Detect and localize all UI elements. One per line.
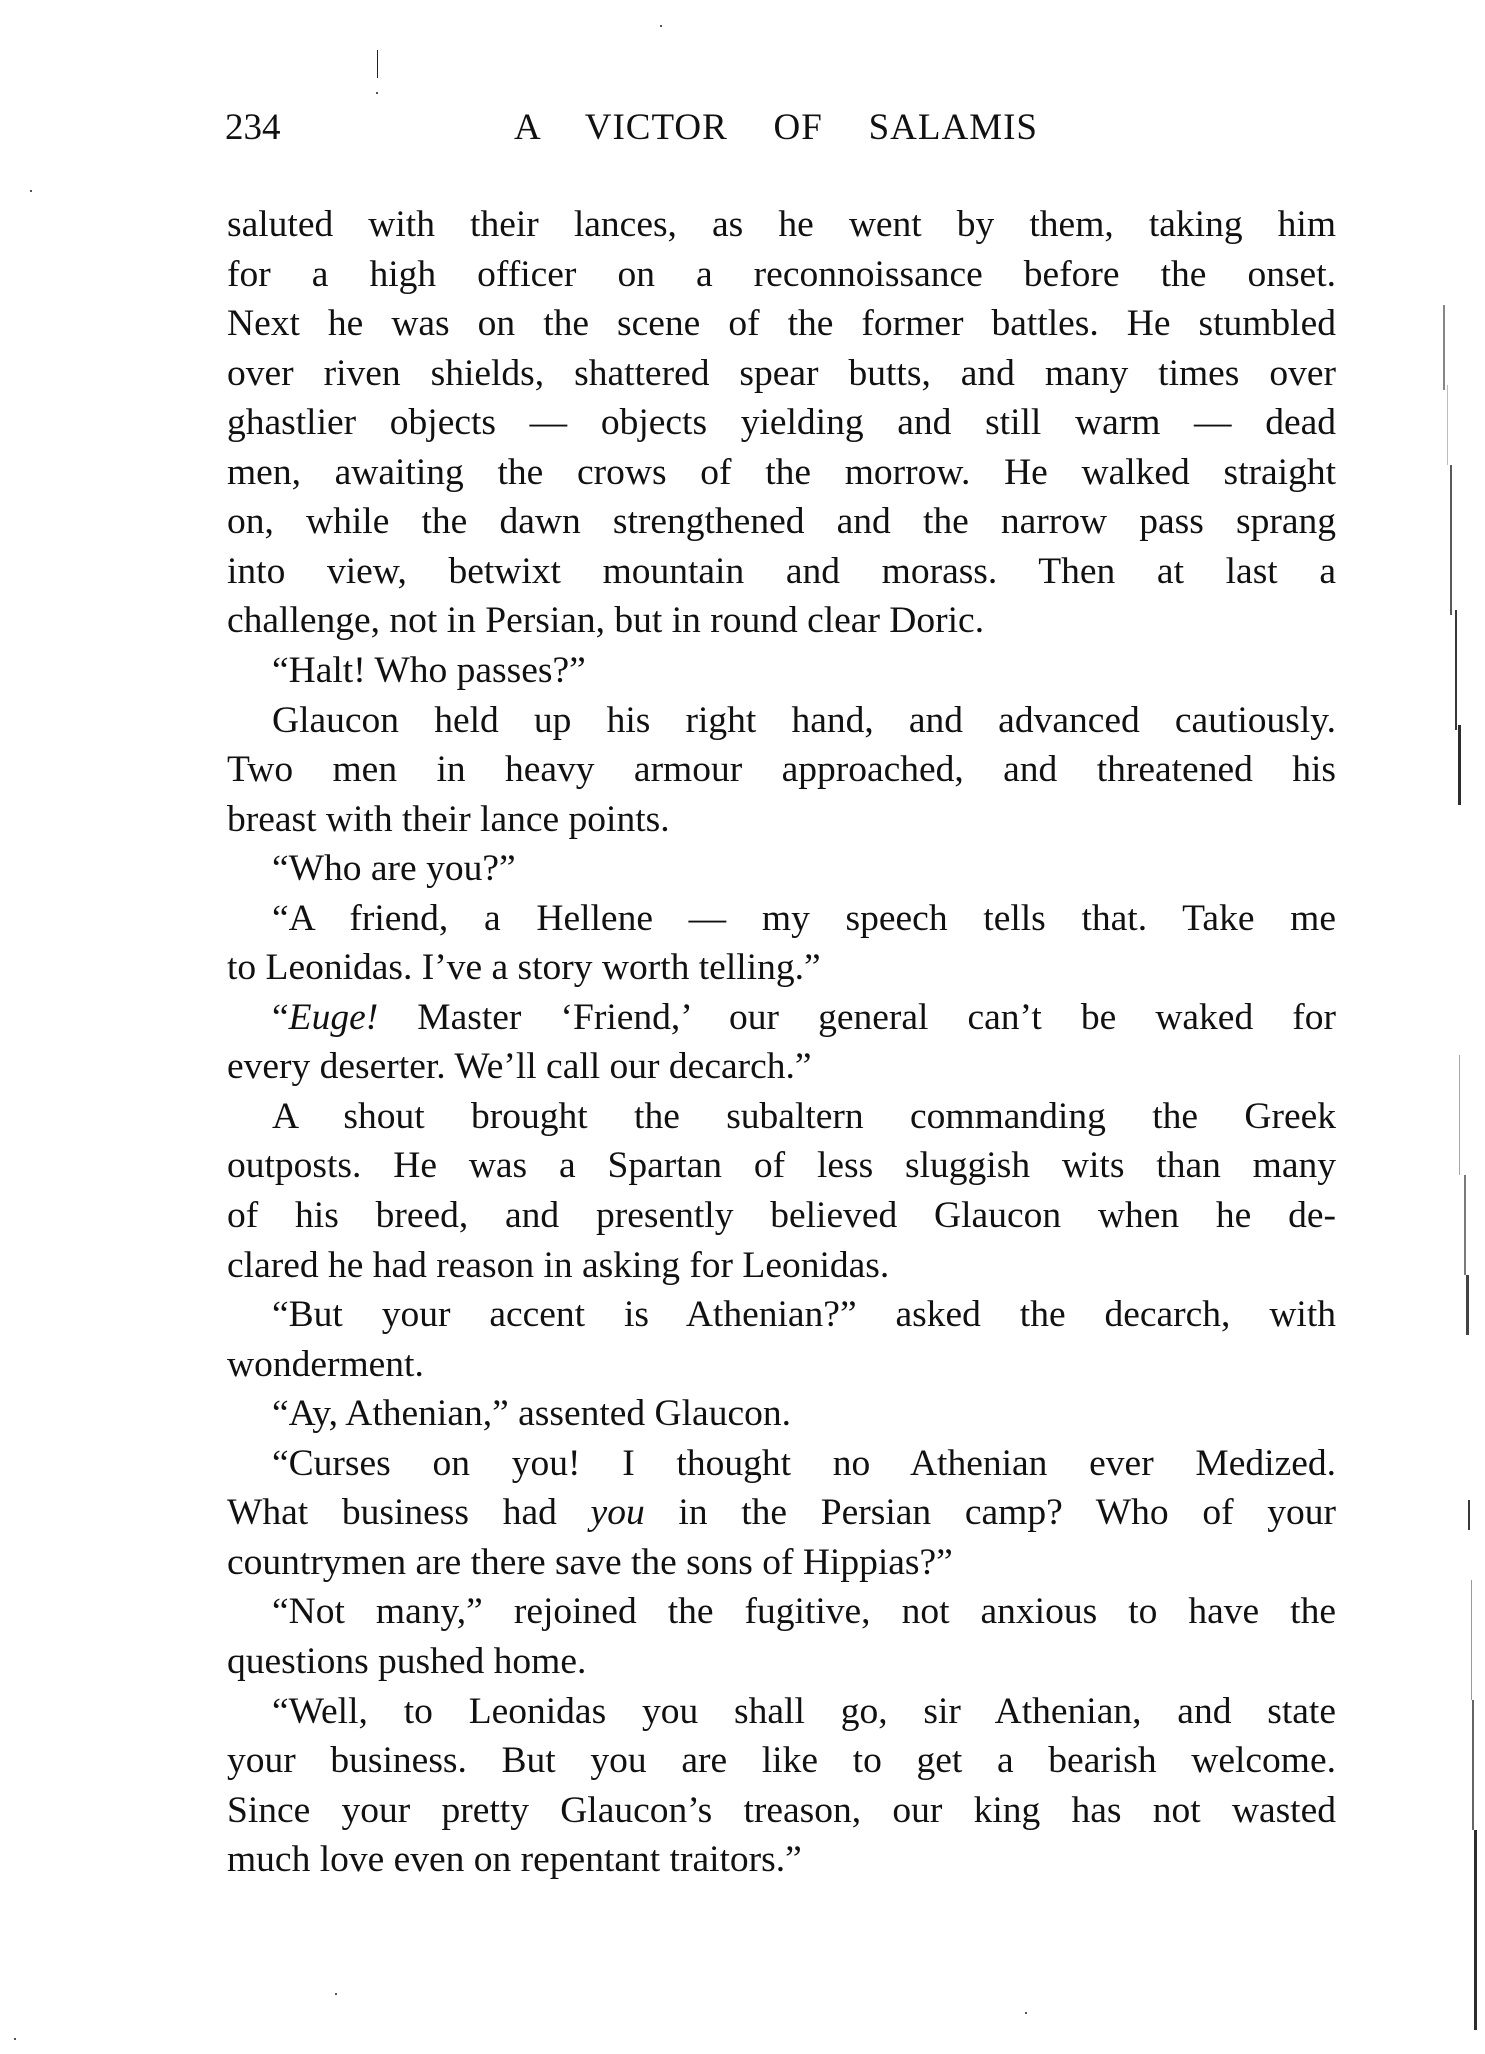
- scan-edge-line: [1458, 725, 1461, 805]
- scan-edge-line: [1459, 1055, 1460, 1175]
- text-line: challenge, not in Persian, but in round clear Doric.: [227, 600, 985, 642]
- text-line: much love even on repentant traitors.”: [227, 1839, 802, 1881]
- text-segment: Master ‘Friend,’ our general can’t be waked for: [378, 996, 1336, 1038]
- text-segment: What business had: [227, 1492, 591, 1534]
- italic-text: you: [590, 1492, 645, 1534]
- text-line: saluted with their lances, as he went by them, taking him: [227, 204, 1336, 245]
- text-line: breast with their lance points.: [227, 798, 670, 840]
- text-line: countrymen are there save the sons of Hippias?”: [227, 1541, 953, 1583]
- text-line: wonderment.: [227, 1343, 424, 1385]
- scan-edge-line: [1464, 1175, 1466, 1275]
- text-line: “Curses on you! I thought no Athenian ever Medized.: [272, 1442, 1336, 1484]
- text-line: [272, 998, 1336, 1038]
- text-segment: in the Persian camp? Who of your: [644, 1492, 1337, 1534]
- page-number: 234: [225, 107, 281, 148]
- text-line: “But your accent is Athenian?” asked the decarch, with: [272, 1294, 1336, 1336]
- italic-text: Euge!: [288, 996, 379, 1038]
- scan-edge-line: [1447, 385, 1448, 465]
- text-line: Two men in heavy armour approached, and threatened his: [227, 749, 1336, 791]
- scan-edge-line: [1468, 1500, 1470, 1530]
- scan-speck: [660, 25, 662, 27]
- text-line: clared he had reason in asking for Leonidas.: [227, 1244, 890, 1286]
- text-line: of his breed, and presently believed Glaucon when he de-: [227, 1195, 1336, 1236]
- scan-mark-top: [377, 50, 378, 78]
- scan-edge-line: [1471, 1580, 1472, 1700]
- scan-edge-line: [1455, 610, 1457, 730]
- text-line: outposts. He was a Spartan of less sluggish wits than many: [227, 1145, 1336, 1187]
- scan-speck: [14, 2038, 16, 2040]
- scan-speck: [30, 190, 32, 192]
- scan-edge-line: [1450, 465, 1452, 615]
- scan-speck: [335, 1993, 337, 1995]
- text-line: into view, betwixt mountain and morass. Then at last a: [227, 550, 1336, 592]
- scan-edge-line: [1472, 1700, 1474, 1830]
- text-line: “Halt! Who passes?”: [272, 649, 586, 691]
- text-line: on, while the dawn strengthened and the narrow pass sprang: [227, 501, 1336, 543]
- text-line: “Who are you?”: [272, 848, 516, 890]
- text-line: to Leonidas. I’ve a story worth telling.”: [227, 947, 821, 989]
- text-segment: “: [272, 996, 289, 1038]
- text-line: your business. But you are like to get a bearish welcome.: [227, 1740, 1336, 1782]
- scan-speck: [1025, 2012, 1027, 2014]
- text-line: ghastlier objects — objects yielding and still warm — dead: [227, 402, 1336, 444]
- scan-edge-line: [1466, 1275, 1469, 1335]
- text-line: A shout brought the subaltern commanding the Greek: [272, 1095, 1336, 1137]
- text-line: Next he was on the scene of the former battles. He stumbled: [227, 303, 1336, 345]
- scan-speck: [376, 92, 378, 94]
- text-line: “A friend, a Hellene — my speech tells that. Take me: [272, 897, 1336, 939]
- text-line: [227, 1493, 1336, 1533]
- text-line: questions pushed home.: [227, 1640, 587, 1682]
- text-line: over riven shields, shattered spear butts, and many times over: [227, 352, 1336, 394]
- text-line: Since your pretty Glaucon’s treason, our king has not wasted: [227, 1789, 1336, 1831]
- text-line: every deserter. We’ll call our decarch.”: [227, 1046, 812, 1088]
- scan-edge-line: [1443, 305, 1445, 390]
- text-line: “Not many,” rejoined the fugitive, not anxious to have the: [272, 1591, 1336, 1633]
- running-title: A VICTOR OF SALAMIS: [514, 107, 1038, 148]
- scan-edge-line: [1474, 1830, 1477, 2030]
- text-line: Glaucon held up his right hand, and advanced cautiously.: [272, 699, 1336, 741]
- text-line: for a high officer on a reconnoissance before the onset.: [227, 253, 1336, 295]
- text-line: “Well, to Leonidas you shall go, sir Athenian, and state: [272, 1690, 1336, 1732]
- text-line: men, awaiting the crows of the morrow. He walked straight: [227, 451, 1336, 493]
- text-line: “Ay, Athenian,” assented Glaucon.: [272, 1393, 791, 1435]
